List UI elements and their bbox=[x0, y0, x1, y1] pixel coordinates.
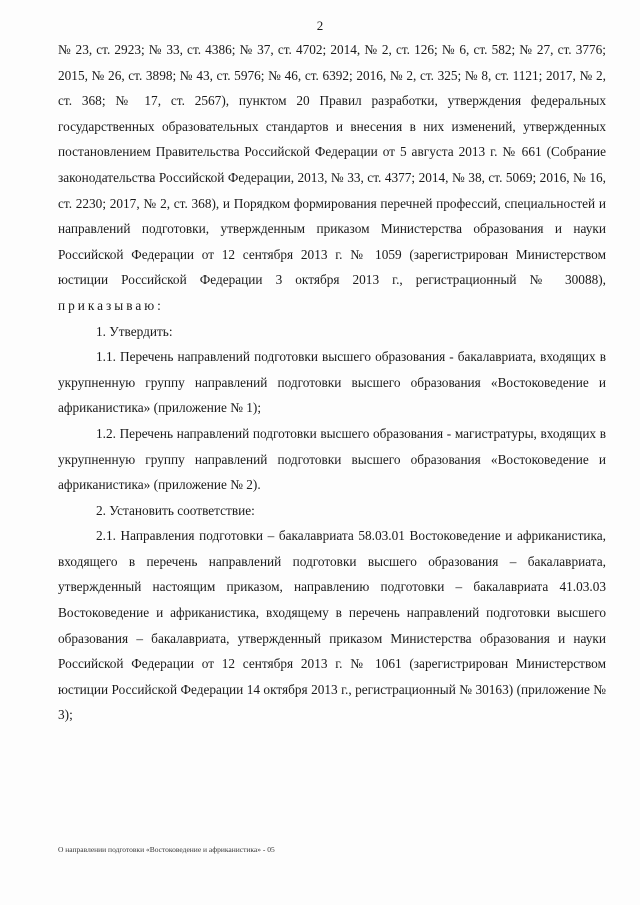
intro-text: № 23, ст. 2923; № 33, ст. 4386; № 37, ст. 4702; 2014, № 2, ст. 126; № 6, ст. 582; № 27, ст. 3776; 2015, № 26, ст. 3898; № 43, ст. 5976; № 46, ст. 6392; 2016, № 2, ст. 325; № 8, ст. 1121; 2017, № 2, ст. 368; № 17, ст. 2567), пунктом 20 Правил разработки, утверждения федеральных государственных образовательных стандартов и внесения в них изменений, утвержденных постановлением Правительства Российской Федерации от 5 августа 2013 г. № 661 (Собрание законодательства Российской Федерации, 2013, № 33, ст. 4377; 2014, № 38, ст. 5069; 2016, № 16, ст. 2230; 2017, № 2, ст. 368), и Порядком формирования перечней профессий, специальностей и направлений подготовки, утвержденным приказом Министерства образования и науки Российской Федерации от 12 сентября 2013 г. № 1059 (зарегистрирован Министерством юстиции Российской Федерации 3 октября 2013 г., регистрационный № 30088), bbox=[58, 42, 606, 288]
paragraph-item-2: 2. Установить соответствие: bbox=[96, 502, 255, 518]
footer-note: О направлении подготовки «Востоковедение и африканистика» - 05 bbox=[58, 845, 275, 854]
paragraph-item-1: 1. Утвердить: bbox=[96, 323, 173, 339]
paragraph-item-1-2: 1.2. Перечень направлений подготовки высшего образования - магистратуры, входящих в укрупненную группу направлений подготовки высшего образования «Востоковедение и африканистика» (приложение № 2). bbox=[58, 425, 606, 493]
order-word: приказываю: bbox=[58, 297, 164, 313]
paragraph-item-1-1: 1.1. Перечень направлений подготовки высшего образования - бакалавриата, входящих в укрупненную группу направлений подготовки высшего образования «Востоковедение и африканистика» (приложение № 1); bbox=[58, 349, 606, 416]
document-body bbox=[58, 37, 606, 728]
paragraph-item-2-1: 2.1. Направления подготовки – бакалавриата 58.03.01 Востоковедение и африканистика, входящего в перечень направлений подготовки высшего образования – бакалавриата, утвержденный настоящим приказом, направлению подготовки – бакалавриата 41.03.03 Востоковедение и африканистика, входящему в перечень направлений подготовки высшего образования – бакалавриата, утвержденный приказом Министерства образования и науки Российской Федерации от 12 сентября 2013 г. № 1061 (зарегистрирован Министерством юстиции Российской Федерации 14 октября 2013 г., регистрационный № 30163) (приложение № 3); bbox=[58, 528, 606, 723]
page-number: 2 bbox=[316, 18, 324, 33]
paragraph-intro bbox=[58, 37, 606, 319]
